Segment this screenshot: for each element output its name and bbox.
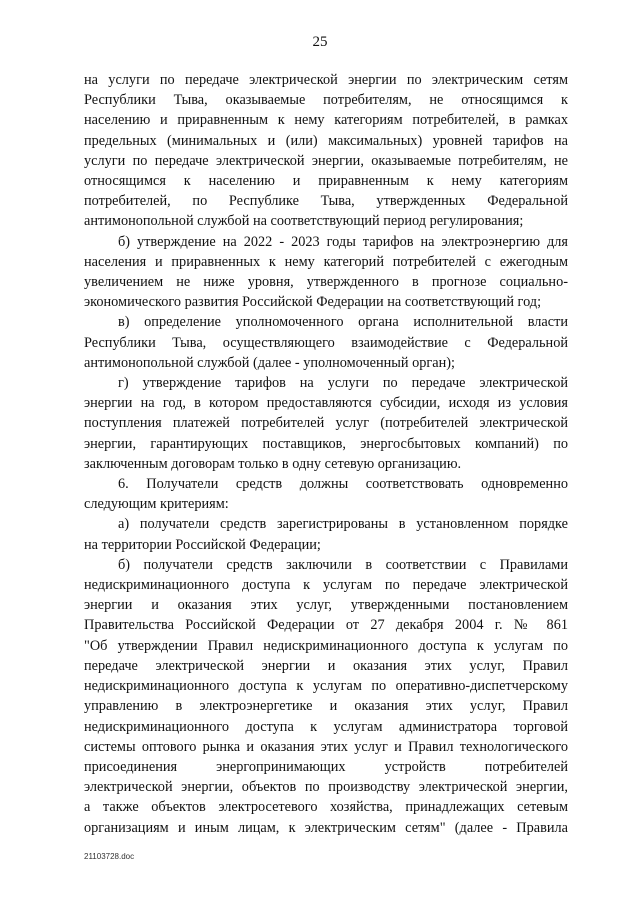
text-line: экономического развития Российской Федерации на соответствующий год; — [84, 294, 542, 311]
text-line: б) утверждение на 2022 - 2023 годы тарифов на электроэнергию для — [118, 233, 568, 250]
text-line: организациям и иным лицам, к электрическим сетям" (далее - Правила — [84, 819, 568, 836]
paragraph — [84, 312, 568, 373]
paragraph — [84, 373, 568, 474]
page-number: 25 — [312, 34, 328, 50]
text-line: на услуги по передаче электрической энергии по электрическим сетям — [84, 72, 568, 88]
paragraph — [84, 514, 568, 554]
text-line: относящимся к населению и приравненным к нему категориям — [84, 173, 568, 190]
text-line: антимонопольной службой (далее - уполномоченный орган); — [84, 354, 456, 371]
text-line: управлению в электроэнергетике и оказания этих услуг, Правил — [84, 698, 568, 715]
text-line: Республики Тыва, осуществляющего взаимодействие с Федеральной — [84, 334, 568, 351]
text-line: увеличением не ниже уровня, утвержденного в прогнозе социально- — [84, 274, 568, 291]
paragraph — [84, 555, 568, 838]
text-line: населения и приравненных к нему категорий потребителей с ежегодным — [84, 253, 568, 270]
text-line: присоединения энергопринимающих устройств потребителей — [84, 758, 568, 775]
text-line: электрической энергии, объектов по производству электрической энергии, — [84, 779, 568, 796]
document-body — [84, 70, 568, 838]
text-line: следующим критериям: — [84, 496, 229, 513]
paragraph — [84, 474, 568, 514]
text-line: в) определение уполномоченного органа исполнительной власти — [118, 314, 568, 331]
text-line: потребителей, по Республике Тыва, утвержденных Федеральной — [84, 193, 568, 210]
document-file-code: 21103728.doc — [84, 852, 135, 861]
text-line: а) получатели средств зарегистрированы в установленном порядке — [118, 516, 568, 533]
text-line: услуги по передаче электрической энергии, оказываемые потребителям, не — [84, 152, 568, 169]
text-line: поступления платежей потребителей услуг (потребителей электрической — [84, 415, 568, 432]
text-line: недискриминационного доступа к услугам администратора торговой — [84, 718, 568, 735]
text-line: Республики Тыва, оказываемые потребителям, не относящимся к — [84, 92, 568, 109]
text-line: энергии, гарантирующих поставщиков, энергосбытовых компаний) по — [84, 435, 568, 452]
text-line: на территории Российской Федерации; — [84, 536, 321, 553]
text-line: энергии и оказания этих услуг, утвержденными постановлением — [84, 597, 568, 614]
text-line: 6. Получатели средств должны соответствовать одновременно — [118, 476, 568, 493]
text-line: "Об утверждении Правил недискриминационного доступа к услугам по — [84, 637, 568, 654]
text-line: г) утверждение тарифов на услуги по передаче электрической — [118, 375, 568, 392]
text-line: предельных (минимальных и (или) максимальных) уровней тарифов на — [84, 132, 568, 149]
text-line: энергии на год, в котором предоставляются субсидии, исходя из условия — [84, 395, 568, 412]
text-line: б) получатели средств заключили в соответствии с Правилами — [118, 556, 568, 573]
text-line: передаче электрической энергии и оказания этих услуг, Правил — [84, 657, 568, 674]
paragraph — [84, 70, 568, 232]
text-line: недискриминационного доступа к услугам по передаче электрической — [84, 577, 568, 594]
text-line: недискриминационного доступа к услугам по оперативно-диспетчерскому — [84, 678, 568, 695]
text-line: а также объектов электросетевого хозяйства, принадлежащих сетевым — [84, 799, 568, 816]
text-line: заключенным договорам только в одну сетевую организацию. — [84, 455, 462, 472]
text-line: населению и приравненным к нему категориям потребителей, в рамках — [84, 112, 568, 129]
text-line: системы оптового рынка и оказания этих услуг и Правил технологического — [84, 738, 568, 755]
text-line: антимонопольной службой на соответствующий период регулирования; — [84, 213, 524, 230]
text-line: Правительства Российской Федерации от 27 декабря 2004 г. № 861 — [84, 617, 568, 634]
paragraph — [84, 232, 568, 313]
